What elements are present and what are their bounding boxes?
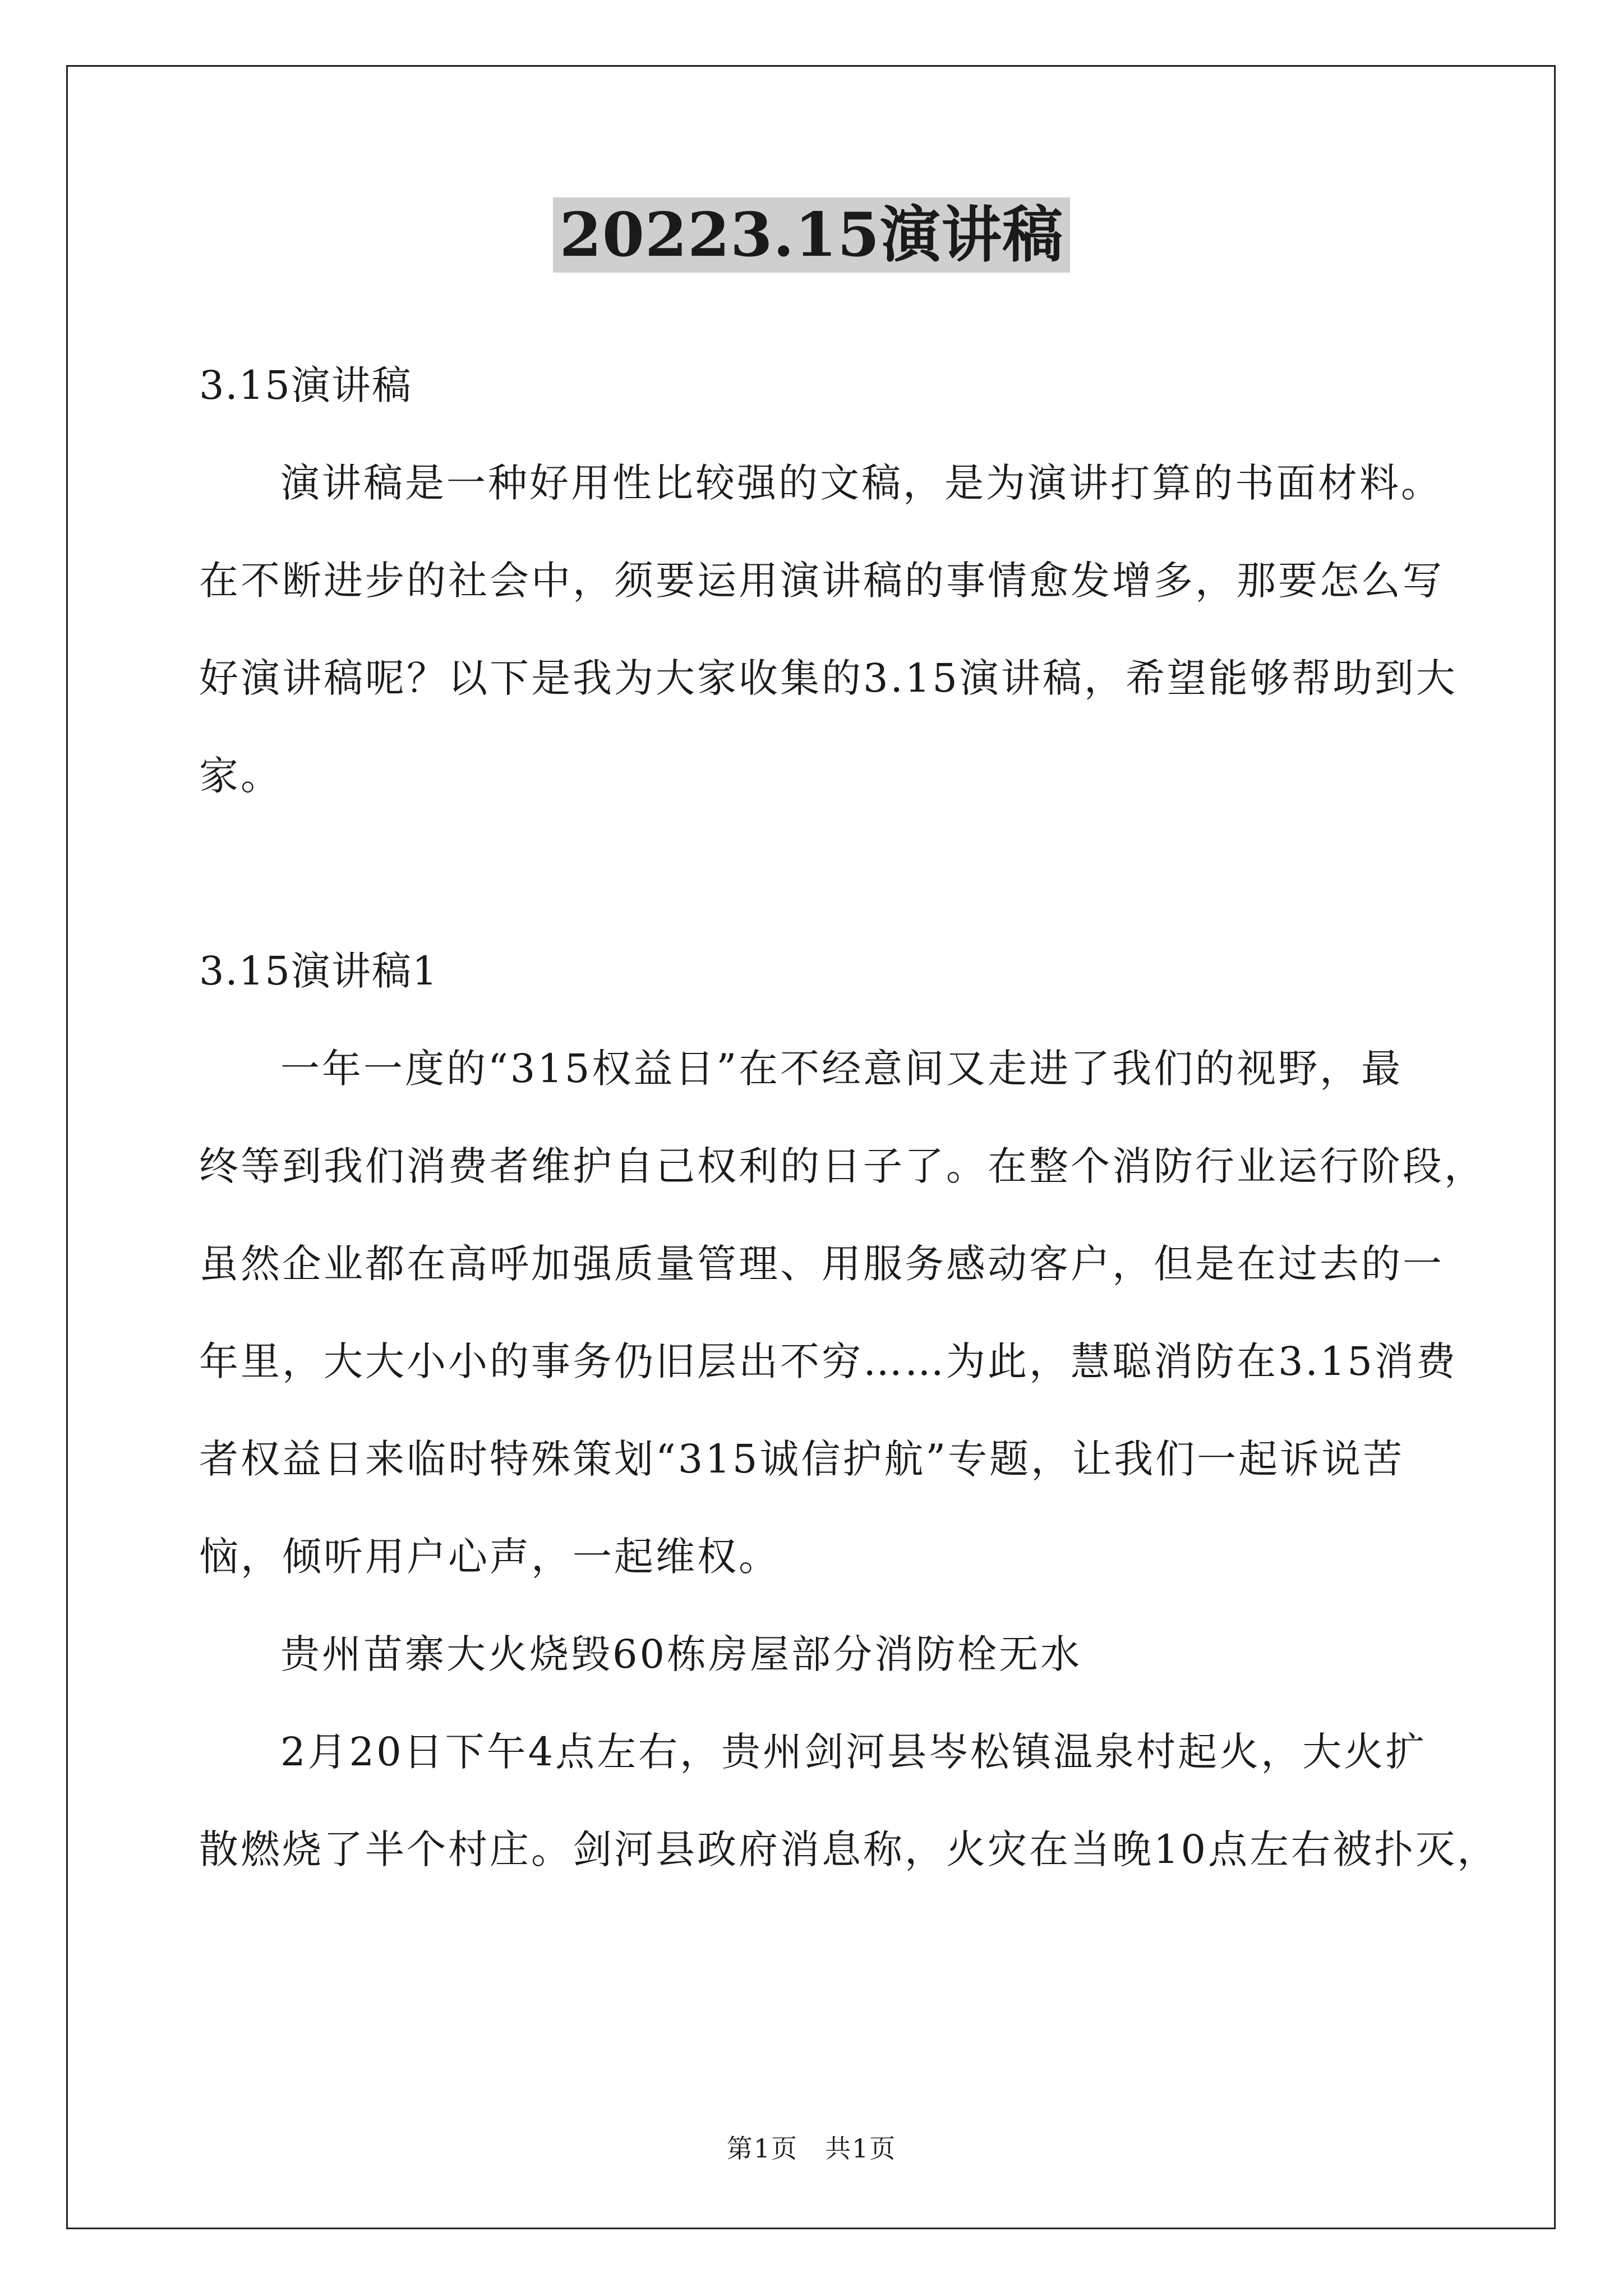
document-body (199, 337, 1499, 1898)
paragraph-line: 2月20日下午4点左右，贵州剑河县岑松镇温泉村起火，大火扩 (280, 1729, 1427, 1775)
paragraph-line: 好演讲稿呢？以下是我为大家收集的3.15演讲稿，希望能够帮助到大 (199, 655, 1458, 701)
paragraph-line: 虽然企业都在高呼加强质量管理、用服务感动客户，但是在过去的一 (199, 1241, 1444, 1287)
paragraph-line: 恼，倾听用户心声，一起维权。 (199, 1534, 780, 1580)
news-headline: 贵州苗寨大火烧毁60栋房屋部分消防栓无水 (280, 1631, 1082, 1677)
page-footer: 第1页 共1页 (726, 2133, 897, 2164)
paragraph-line: 者权益日来临时特殊策划“315诚信护航”专题，让我们一起诉说苦 (199, 1436, 1405, 1482)
paragraph-line: 年里，大大小小的事务仍旧层出不穷……为此，慧聪消防在3.15消费 (199, 1338, 1458, 1384)
paragraph-line: 散燃烧了半个村庄。剑河县政府消息称，火灾在当晚10点左右被扑灭， (199, 1826, 1499, 1872)
section-heading: 3.15演讲稿 (199, 362, 412, 408)
blank-line (199, 825, 1451, 922)
paragraph-line: 家。 (199, 753, 282, 799)
paragraph-line: 在不断进步的社会中，须要运用演讲稿的事情愈发增多，那要怎么写 (199, 558, 1444, 604)
title-container (0, 197, 1623, 273)
document-title: 20223.15演讲稿 (553, 197, 1071, 273)
paragraph-line: 演讲稿是一种好用性比较强的文稿，是为演讲打算的书面材料。 (280, 460, 1442, 506)
paragraph-line: 一年一度的“315权益日”在不经意间又走进了我们的视野，最 (280, 1046, 1403, 1092)
paragraph-line: 终等到我们消费者维护自己权利的日子了。在整个消防行业运行阶段， (199, 1143, 1486, 1189)
section-heading: 3.15演讲稿1 (199, 948, 439, 994)
